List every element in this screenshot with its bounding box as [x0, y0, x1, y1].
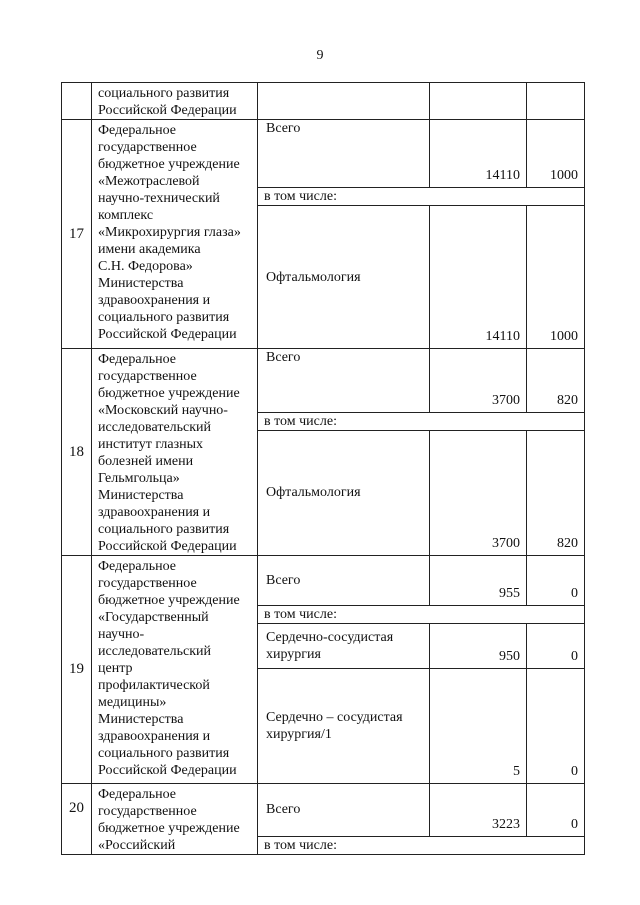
- table-row: [62, 556, 585, 606]
- org-line: Гельмгольца»: [98, 471, 180, 486]
- org-line: социального развития: [98, 310, 230, 325]
- row-number: 19: [62, 556, 92, 784]
- including-label: в том числе:: [258, 188, 585, 206]
- org-line: здравоохранения и: [98, 293, 211, 308]
- total-value-1: 3223: [430, 784, 527, 837]
- table-row: [62, 120, 585, 188]
- org-line: Федеральное: [98, 787, 177, 802]
- profile-value-1: 3700: [430, 430, 527, 555]
- quota-table: [61, 82, 585, 855]
- total-label: Всего: [258, 349, 430, 413]
- org-line: бюджетное учреждение: [98, 386, 240, 401]
- org-line: Российской Федерации: [98, 103, 237, 118]
- org-line: Федеральное: [98, 559, 177, 574]
- profile-cell: [258, 83, 430, 120]
- table-row: [62, 784, 585, 837]
- org-line: бюджетное учреждение: [98, 593, 240, 608]
- org-line: социального развития: [98, 86, 230, 101]
- org-line: государственное: [98, 576, 197, 591]
- org-line: Федеральное: [98, 123, 177, 138]
- org-line: институт глазных: [98, 437, 204, 452]
- org-line: «Межотраслевой: [98, 174, 200, 189]
- org-line: Министерства: [98, 488, 184, 503]
- org-line: Российской Федерации: [98, 539, 237, 554]
- row-number-cell: [62, 83, 92, 120]
- including-label: в том числе:: [258, 606, 585, 624]
- org-name-cell: [92, 784, 258, 855]
- profile-value-2: 820: [527, 430, 585, 555]
- org-line: центр: [98, 661, 133, 676]
- profile-name: Офтальмология: [258, 430, 430, 555]
- table-row-continued: [62, 83, 585, 120]
- value-cell: [430, 83, 527, 120]
- value-cell: [527, 83, 585, 120]
- org-line: бюджетное учреждение: [98, 157, 240, 172]
- org-line: социального развития: [98, 746, 230, 761]
- page-number: 9: [316, 48, 324, 63]
- total-value-2: 820: [527, 349, 585, 413]
- profile-value-2: 0: [527, 669, 585, 784]
- org-line: Российской Федерации: [98, 327, 237, 342]
- total-label: Всего: [258, 784, 430, 837]
- profile-name: Офтальмология: [258, 206, 430, 349]
- row-number: 17: [62, 120, 92, 349]
- org-line: Министерства: [98, 712, 184, 727]
- org-line: бюджетное учреждение: [98, 821, 240, 836]
- row-number: 18: [62, 349, 92, 556]
- profile-name: Сердечно – сосудистая хирургия/1: [258, 669, 430, 784]
- org-line: комплекс: [98, 208, 154, 223]
- org-name-cell: [92, 83, 258, 120]
- including-label: в том числе:: [258, 836, 585, 854]
- profile-value-2: 1000: [527, 206, 585, 349]
- total-label: Всего: [258, 120, 430, 188]
- including-label: в том числе:: [258, 412, 585, 430]
- total-value-1: 955: [430, 556, 527, 606]
- total-value-2: 0: [527, 784, 585, 837]
- row-number: 20: [62, 784, 92, 855]
- total-value-1: 14110: [430, 120, 527, 188]
- org-line: имени академика: [98, 242, 201, 257]
- org-line: медицины»: [98, 695, 167, 710]
- org-name-cell: [92, 556, 258, 784]
- table-row: [62, 349, 585, 413]
- profile-value-1: 14110: [430, 206, 527, 349]
- org-line: государственное: [98, 804, 197, 819]
- org-line: «Московский научно-: [98, 403, 228, 418]
- org-line: государственное: [98, 369, 197, 384]
- org-line: профилактической: [98, 678, 210, 693]
- org-line: «Микрохирургия глаза»: [98, 225, 241, 240]
- org-name-cell: [92, 120, 258, 349]
- total-value-2: 0: [527, 556, 585, 606]
- profile-value-1: 950: [430, 624, 527, 669]
- org-line: Российской Федерации: [98, 763, 237, 778]
- org-line: государственное: [98, 140, 197, 155]
- org-line: Министерства: [98, 276, 184, 291]
- profile-value-1: 5: [430, 669, 527, 784]
- org-line: здравоохранения и: [98, 729, 211, 744]
- org-line: «Российский: [98, 838, 176, 853]
- org-name-cell: [92, 349, 258, 556]
- profile-name: Сердечно-сосудистая хирургия: [258, 624, 430, 669]
- org-line: научно-: [98, 627, 145, 642]
- org-line: научно-технический: [98, 191, 220, 206]
- org-line: «Государственный: [98, 610, 209, 625]
- org-line: исследовательский: [98, 420, 212, 435]
- org-line: болезней имени: [98, 454, 194, 469]
- org-line: Федеральное: [98, 352, 177, 367]
- total-label: Всего: [258, 556, 430, 606]
- total-value-1: 3700: [430, 349, 527, 413]
- org-line: исследовательский: [98, 644, 212, 659]
- org-line: здравоохранения и: [98, 505, 211, 520]
- profile-value-2: 0: [527, 624, 585, 669]
- org-line: социального развития: [98, 522, 230, 537]
- org-line: С.Н. Федорова»: [98, 259, 193, 274]
- total-value-2: 1000: [527, 120, 585, 188]
